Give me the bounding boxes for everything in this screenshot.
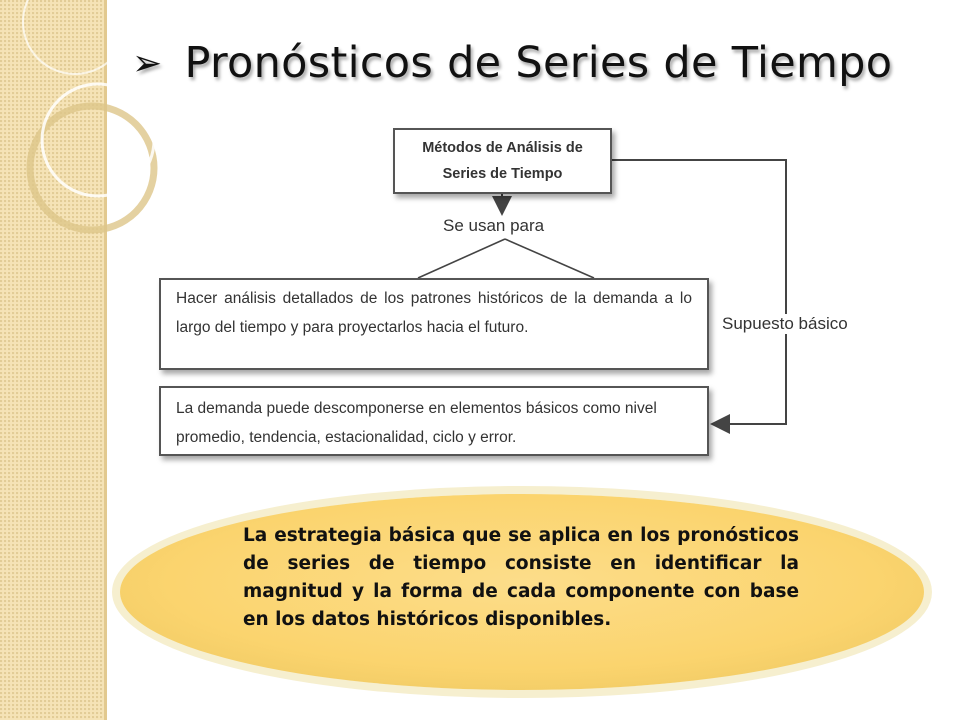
methods-box-line1: Métodos de Análisis de [422, 140, 583, 156]
used-for-label: Se usan para [443, 216, 545, 235]
analysis-box: Hacer análisis detallados de los patrones históricos de la demanda a lo largo del tiempo y para proyectarlos hacia el futuro. [159, 278, 709, 370]
methods-box-line2: Series de Tiempo [442, 166, 563, 182]
arrow-bullet-icon: ➢ [132, 42, 163, 84]
callout-text: La estrategia básica que se aplica en los pronósticos de series de tiempo consiste en identificar la magnitud y la forma de cada componente con base en los datos históricos disponibles. [243, 525, 799, 630]
basic-assumption-label: Supuesto básico [722, 314, 848, 333]
decompose-box: La demanda puede descomponerse en elementos básicos como nivel promedio, tendencia, estacionalidad, ciclo y error. [159, 386, 709, 456]
slide-title-text: Pronósticos de Series de Tiempo [184, 38, 893, 88]
